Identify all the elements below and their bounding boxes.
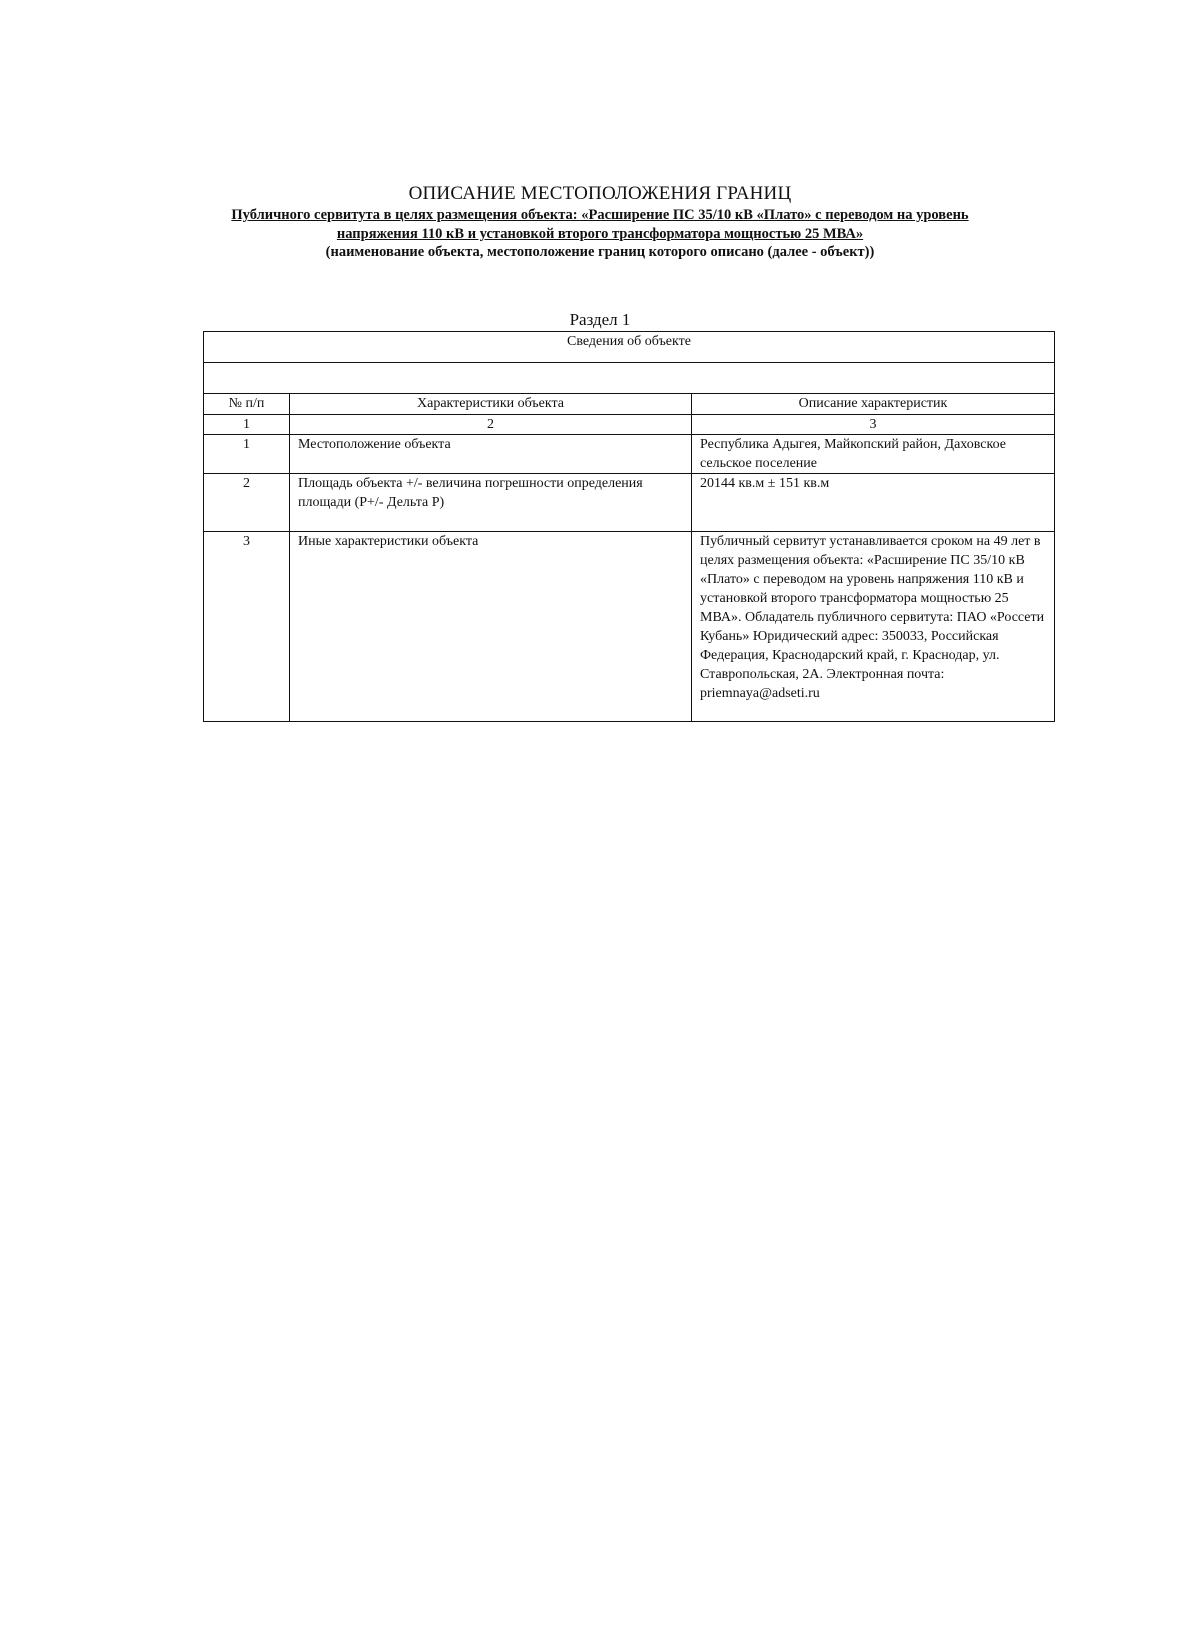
header-characteristic: Характеристики объекта [290, 394, 692, 415]
column-number-row [204, 415, 1055, 435]
row-description: Публичный сервитут устанавливается сроком на 49 лет в целях размещения объекта: «Расширение ПС 35/10 кВ «Плато» с переводом на уровень напряжения 110 кВ и установкой второго трансформатора мощностью 25 МВА». Обладатель публичного сервитута: ПАО «Россети Кубань» Юридический адрес: 350033, Российская Федерация, Краснодарский край, г. Краснодар, ул. Ставропольская, 2А. Электронная почта: priemnaya@adseti.ru [692, 532, 1055, 722]
table-header-row [204, 394, 1055, 415]
table-row [204, 532, 1055, 722]
column-number: 2 [290, 415, 692, 435]
column-number: 3 [692, 415, 1055, 435]
column-number: 1 [204, 415, 290, 435]
document-title: ОПИСАНИЕ МЕСТОПОЛОЖЕНИЯ ГРАНИЦ [408, 183, 792, 204]
row-characteristic: Иные характеристики объекта [290, 532, 692, 722]
table-caption-row [204, 332, 1055, 363]
header-num: № п/п [204, 394, 290, 415]
table-empty-row [204, 363, 1055, 394]
document-header [0, 183, 1200, 261]
row-description: 20144 кв.м ± 151 кв.м [692, 474, 1055, 532]
row-num: 2 [204, 474, 290, 532]
row-description: Республика Адыгея, Майкопский район, Даховское сельское поселение [692, 435, 1055, 474]
row-num: 1 [204, 435, 290, 474]
row-num: 3 [204, 532, 290, 722]
object-name-line-1: Публичного сервитута в целях размещения объекта: «Расширение ПС 35/10 кВ «Плато» с переводом на уровень [231, 207, 969, 223]
object-name-caption: (наименование объекта, местоположение границ которого описано (далее - объект)) [325, 244, 875, 260]
header-description: Описание характеристик [692, 394, 1055, 415]
row-characteristic: Площадь объекта +/- величина погрешности определения площади (Р+/- Дельта Р) [290, 474, 692, 532]
section-label: Раздел 1 [569, 310, 631, 329]
object-info-table [203, 331, 1055, 722]
table-caption: Сведения об объекте [204, 332, 1055, 363]
object-name-line-2: напряжения 110 кВ и установкой второго трансформатора мощностью 25 МВА» [336, 226, 864, 242]
table-row [204, 474, 1055, 532]
row-characteristic: Местоположение объекта [290, 435, 692, 474]
table-row [204, 435, 1055, 474]
